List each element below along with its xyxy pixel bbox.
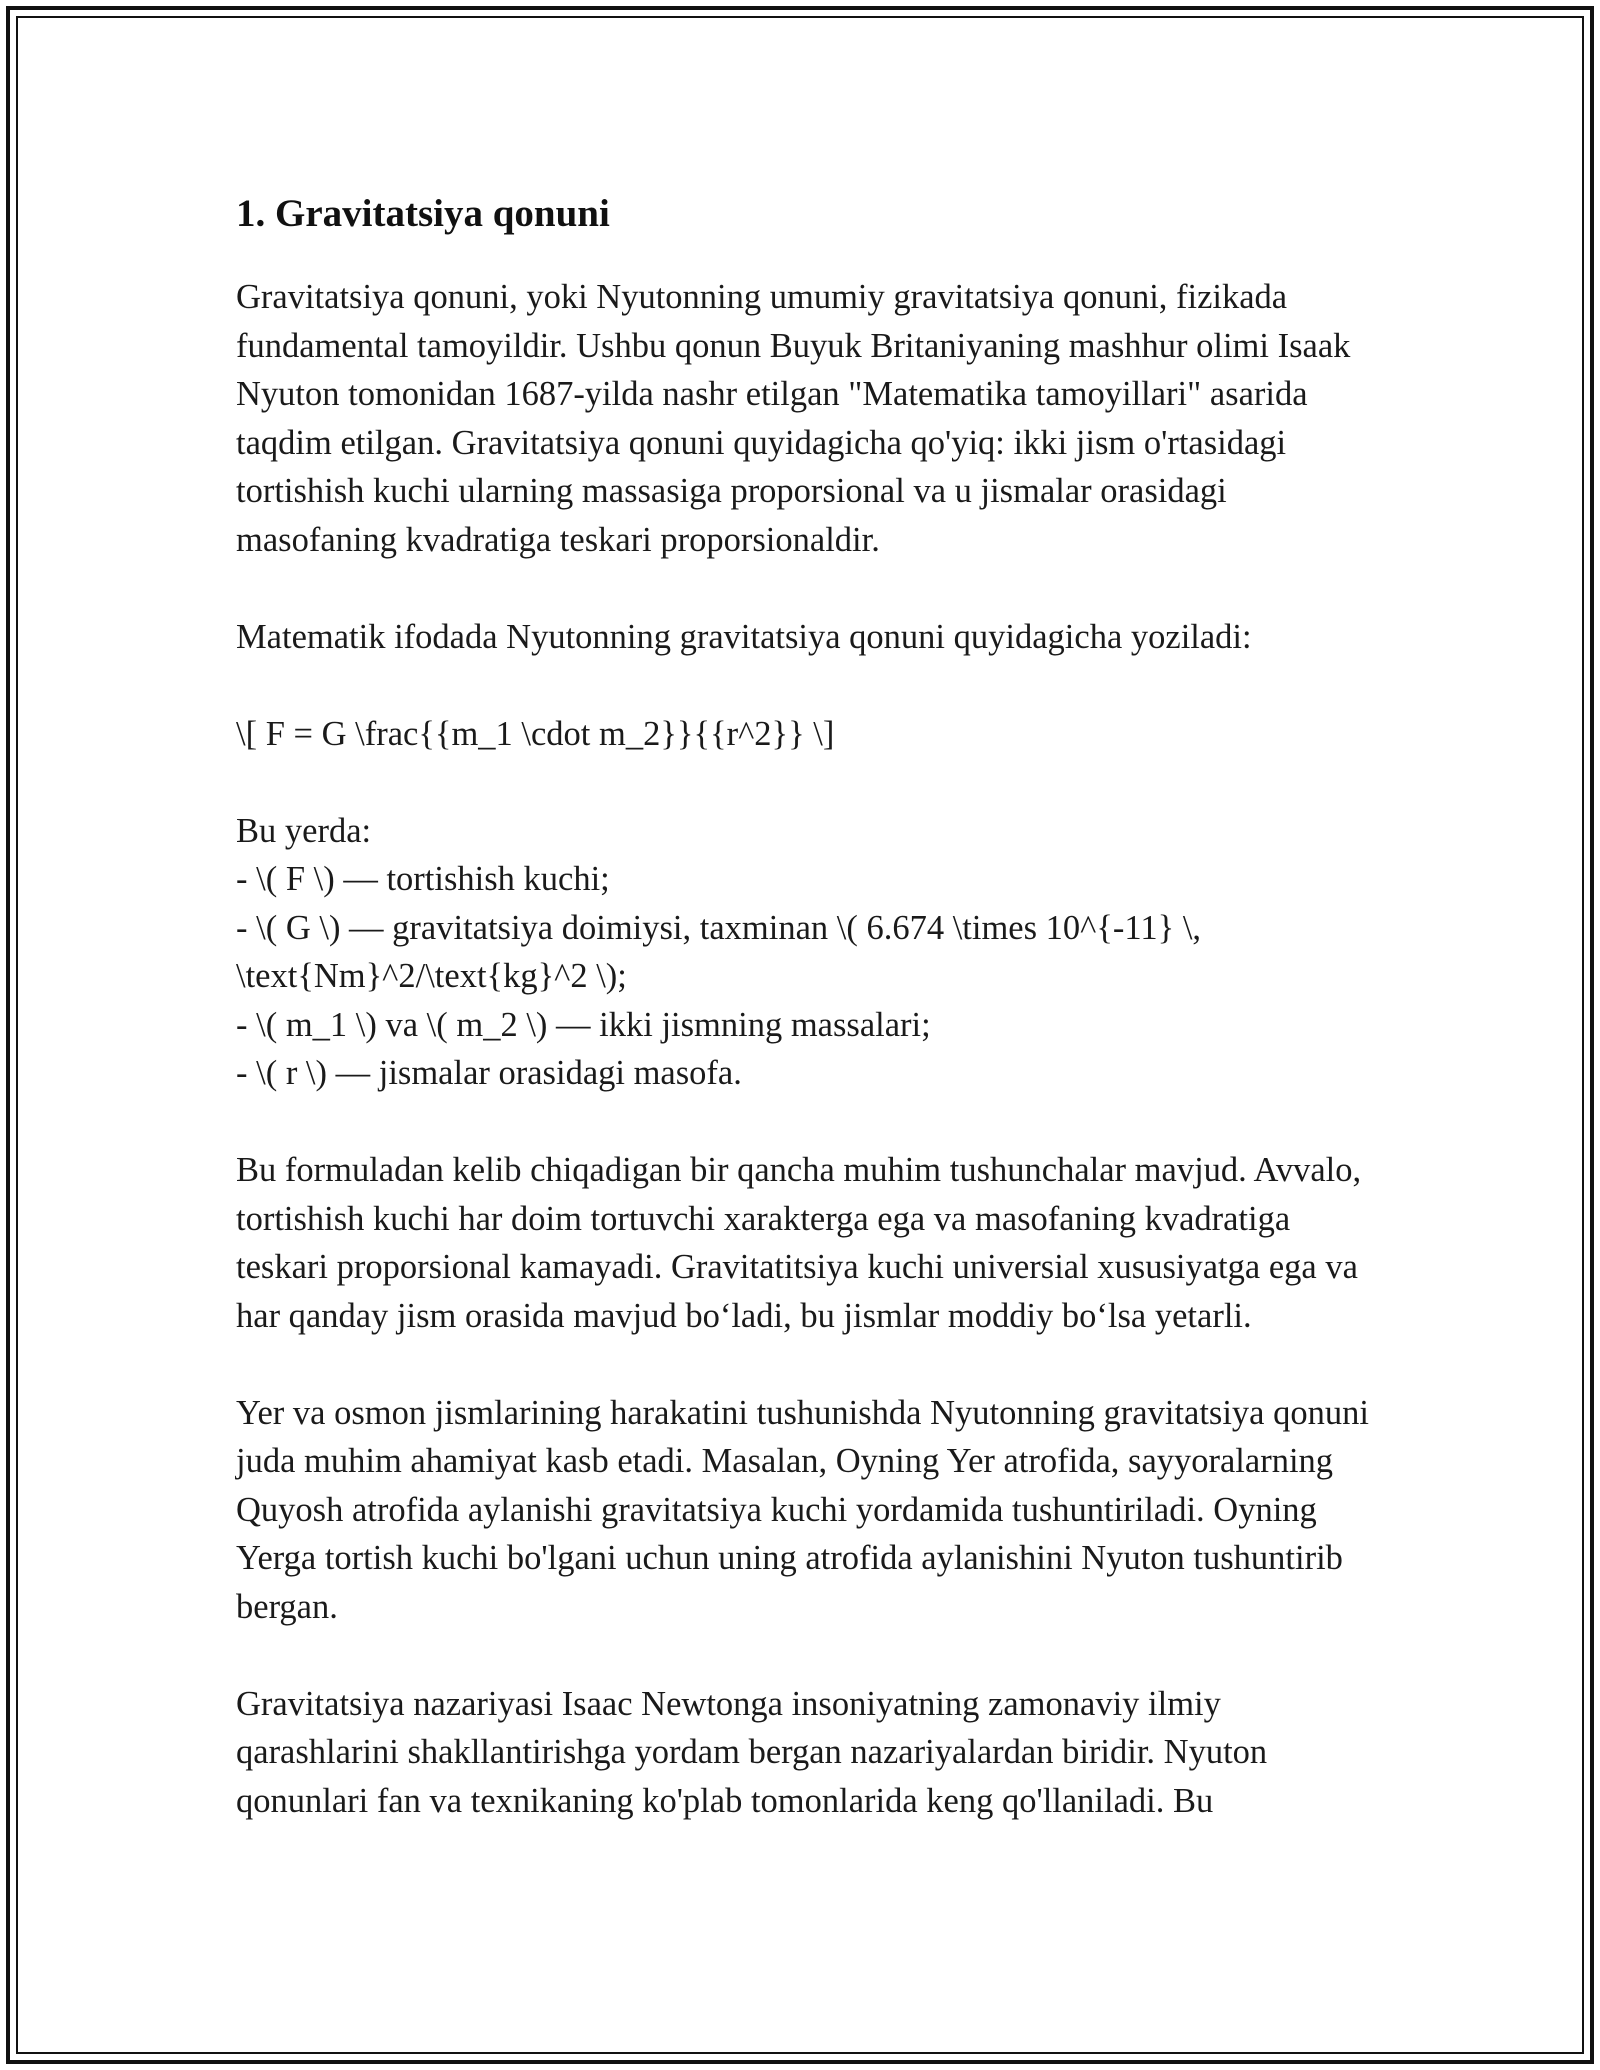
paragraph-intro: Gravitatsiya qonuni, yoki Nyutonning umumiy gravitatsiya qonuni, fizikada fundamental tamoyildir. Ushbu qonun Buyuk Britaniyaning mashhur olimi Isaak Nyuton tomonidan 1687-yilda nashr etilgan "Matematika tamoyillari" asarida taqdim etilgan. Gravitatsiya qonuni quyidagicha qo'yiq: ikki jism o'rtasidagi tortishish kuchi ularning massasiga proporsional va u jismalar orasidagi masofaning kvadratiga teskari proporsionaldir. xyxy=(236,278,1351,559)
paragraph-formula-intro: Matematik ifodada Nyutonning gravitatsiya qonuni quyidagicha yoziladi: xyxy=(236,617,1252,656)
paragraph-formula: \[ F = G \frac{{m_1 \cdot m_2}}{{r^2}} \] xyxy=(236,714,835,753)
paragraph-variable-list: Bu yerda: - \( F \) — tortishish kuchi; - \( G \) — gravitatsiya doimiysi, taxminan \( 6.674 \times 10^{-11} \, \text{Nm}^2/\text{kg}^2 \); - \( m_1 \) va \( m_2 \) — ikki jismning massalari; - \( r \) — jismalar orasidagi masofa. xyxy=(236,811,1202,1092)
document-body xyxy=(236,186,1376,1874)
section-heading: 1. Gravitatsiya qonuni xyxy=(236,192,610,235)
paragraph-concepts: Bu formuladan kelib chiqadigan bir qancha muhim tushunchalar mavjud. Avvalo, tortishish kuchi har doim tortuvchi xarakterga ega va masofaning kvadratiga teskari proporsional kamayadi. Gravitatitsiya kuchi universial xususiyatga ega va har qanday jism orasida mavjud bo‘ladi, bu jismlar moddiy bo‘lsa yetarli. xyxy=(236,1151,1362,1335)
paragraph-applications: Yer va osmon jismlarining harakatini tushunishda Nyutonning gravitatsiya qonuni juda muhim ahamiyat kasb etadi. Masalan, Oyning Yer atrofida, sayyoralarning Quyosh atrofida aylanishi gravitatsiya kuchi yordamida tushuntiriladi. Oyning Yerga tortish kuchi bo'lgani uchun uning atrofida aylanishini Nyuton tushuntirib bergan. xyxy=(236,1393,1369,1626)
paragraph-theory: Gravitatsiya nazariyasi Isaac Newtonga insoniyatning zamonaviy ilmiy qarashlarini shakllantirishga yordam bergan nazariyalardan biridir. Nyuton qonunlari fan va texnikaning ko'plab tomonlarida keng qo'llaniladi. Bu xyxy=(236,1684,1268,1820)
